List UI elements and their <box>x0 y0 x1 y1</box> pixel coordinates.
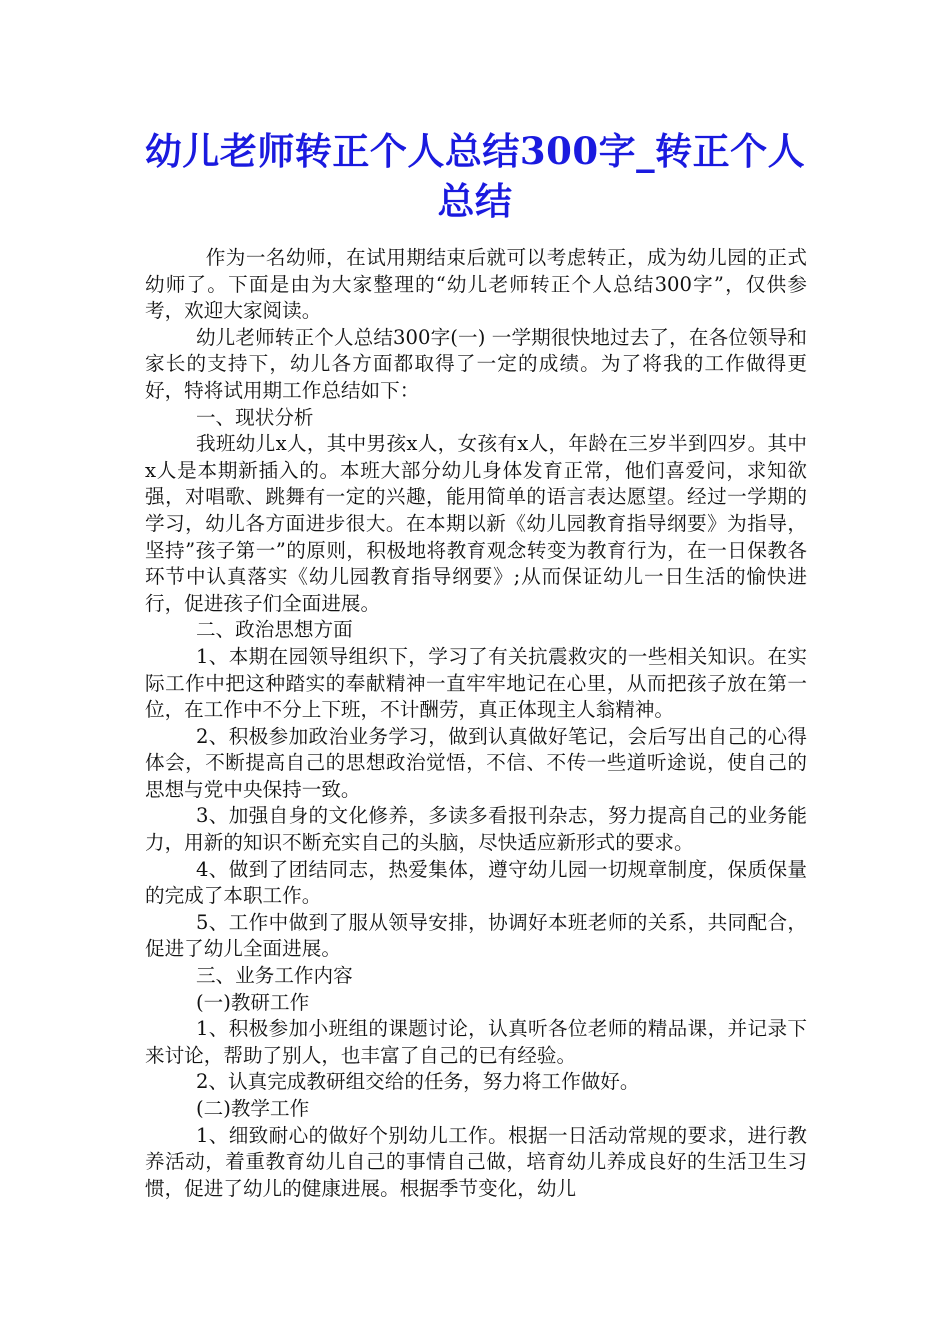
paragraph-research-1: 1、积极参加小班组的课题讨论，认真听各位老师的精品课，并记录下来讨论，帮助了别人，也丰富了自己的已有经验。 <box>145 1017 807 1067</box>
paragraph-teaching-1: 1、细致耐心的做好个别幼儿工作。根据一日活动常规的要求，进行教养活动，着重教育幼儿自己的事情自己做，培育幼儿养成良好的生活卫生习惯，促进了幼儿的健康进展。根据季节变化，幼儿 <box>145 1123 807 1200</box>
paragraph-research-2: 2、认真完成教研组交给的任务，努力将工作做好。 <box>195 1070 640 1094</box>
subheading-research: (一)教研工作 <box>195 990 310 1014</box>
paragraph-status: 我班幼儿x人，其中男孩x人，女孩有x人，年龄在三岁半到四岁。其中x人是本期新插入的。本班大部分幼儿身体发育正常，他们喜爱问，求知欲强，对唱歌、跳舞有一定的兴趣，能用简单的语言表达愿望。经过一学期的学习，幼儿各方面进步很大。在本期以新《幼儿园教育指导纲要》为指导，坚持”孩子第一”的原则，积极地将教育观念转变为教育行为，在一日保教各环节中认真落实《幼儿园教育指导纲要》;从而保证幼儿一日生活的愉快进行，促进孩子们全面进展。 <box>145 432 807 615</box>
document-title: 幼儿老师转正个人总结300字_转正个人总结 <box>144 129 806 223</box>
paragraph-politics-2: 2、积极参加政治业务学习，做到认真做好笔记，会后写出自己的心得体会，不断提高自己的思想政治觉悟，不信、不传一些道听途说，使自己的思想与党中央保持一致。 <box>145 724 807 801</box>
document-body <box>145 245 807 1202</box>
section-heading-politics: 二、政治思想方面 <box>195 618 353 642</box>
section-heading-status: 一、现状分析 <box>195 405 314 429</box>
paragraph-intro: 作为一名幼师，在试用期结束后就可以考虑转正，成为幼儿园的正式幼师了。下面是由为大家整理的“幼儿老师转正个人总结300字”，仅供参考，欢迎大家阅读。 <box>145 246 807 323</box>
section-heading-work: 三、业务工作内容 <box>195 964 353 988</box>
paragraph-summary-intro: 幼儿老师转正个人总结300字(一) 一学期很快地过去了，在各位领导和家长的支持下，幼儿各方面都取得了一定的成绩。为了将我的工作做得更好，特将试用期工作总结如下： <box>145 325 807 402</box>
paragraph-politics-1: 1、本期在园领导组织下，学习了有关抗震救灾的一些相关知识。在实际工作中把这种踏实的奉献精神一直牢牢地记在心里，从而把孩子放在第一位，在工作中不分上下班，不计酬劳，真正体现主人翁精神。 <box>145 644 807 722</box>
subheading-teaching: (二)教学工作 <box>195 1097 310 1120</box>
paragraph-politics-5: 5、工作中做到了服从领导安排，协调好本班老师的关系，共同配合，促进了幼儿全面进展。 <box>145 910 807 961</box>
paragraph-politics-4: 4、做到了团结同志，热爱集体，遵守幼儿园一切规章制度，保质保量的完成了本职工作。 <box>145 857 807 908</box>
paragraph-politics-3: 3、加强自身的文化修养，多读多看报刊杂志，努力提高自己的业务能力，用新的知识不断充实自己的头脑，尽快适应新形式的要求。 <box>145 804 807 855</box>
